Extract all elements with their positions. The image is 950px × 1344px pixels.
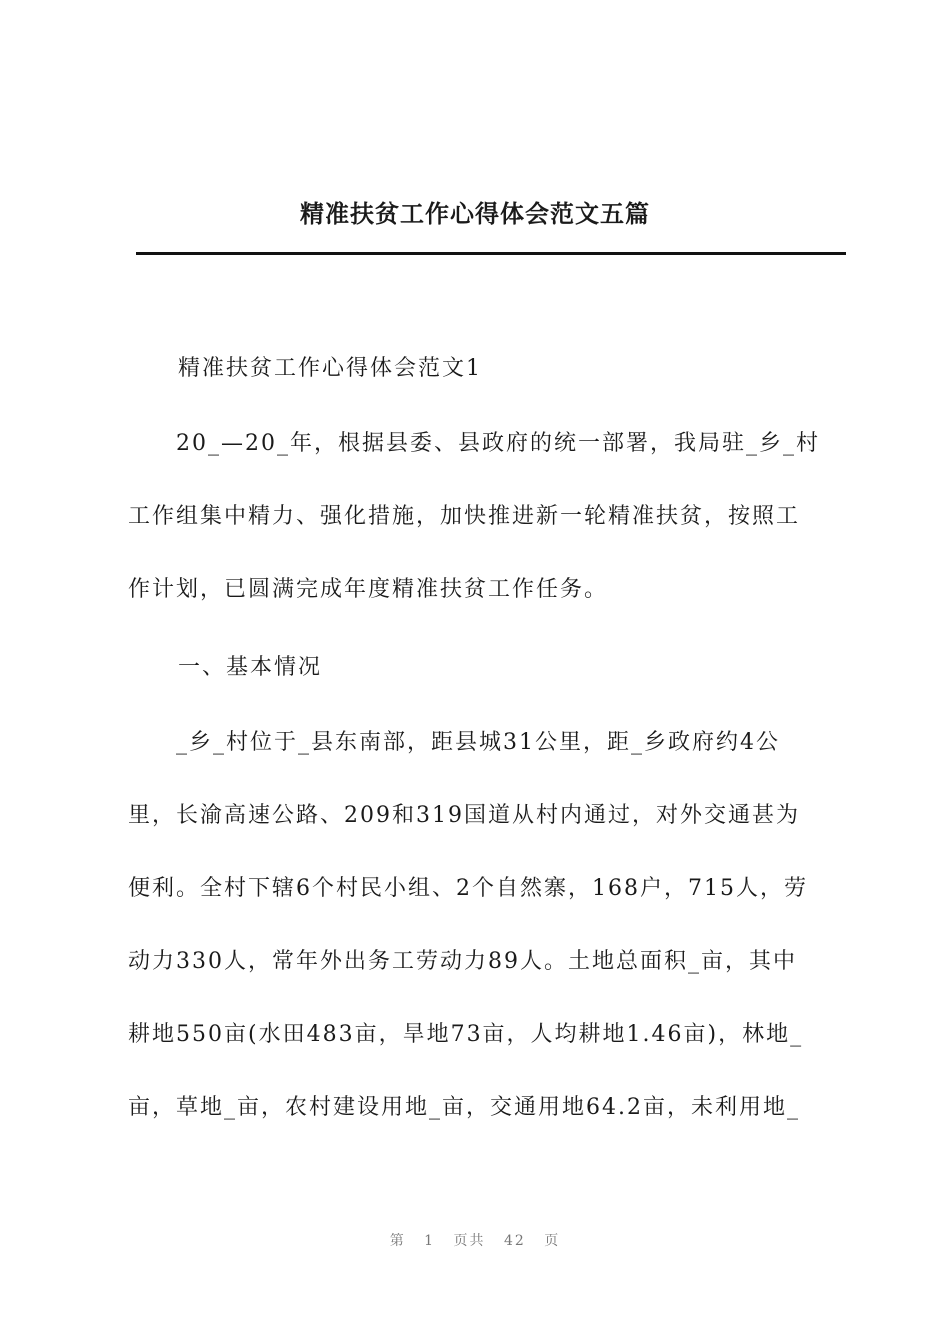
- document-title: 精准扶贫工作心得体会范文五篇: [300, 199, 650, 228]
- paragraph-1-line-3: 作计划，已圆满完成年度精准扶贫工作任务。: [128, 577, 609, 602]
- paragraph-2-line-4: 动力330人，常年外出务工劳动力89人。土地总面积_亩，其中: [128, 949, 797, 974]
- footer-suffix: 页: [544, 1233, 561, 1249]
- paragraph-1-line-1: 20_—20_年，根据县委、县政府的统一部署，我局驻_乡_村: [128, 431, 820, 456]
- paragraph-2-line-1: _乡_村位于_县东南部，距县城31公里，距_乡政府约4公: [128, 730, 780, 755]
- footer-prefix: 第: [389, 1233, 406, 1249]
- footer-page-number: 1: [424, 1233, 436, 1249]
- page-footer: [0, 1230, 950, 1250]
- paragraph-2-line-5: 耕地550亩(水田483亩，旱地73亩，人均耕地1.46亩)，林地_: [128, 1022, 804, 1047]
- footer-total-pages: 42: [504, 1233, 526, 1249]
- paragraph-2-line-2: 里，长渝高速公路、209和319国道从村内通过，对外交通甚为: [128, 803, 800, 828]
- subheading-basic-info: 一、基本情况: [178, 655, 323, 680]
- section-heading: 精准扶贫工作心得体会范文1: [178, 356, 482, 381]
- paragraph-2-line-6: 亩，草地_亩，农村建设用地_亩，交通用地64.2亩，未利用地_: [128, 1095, 800, 1120]
- title-underline: [136, 252, 846, 255]
- paragraph-2-line-3: 便利。全村下辖6个村民小组、2个自然寨，168户，715人，劳: [128, 876, 808, 901]
- footer-mid: 页共: [453, 1233, 486, 1249]
- paragraph-1-line-2: 工作组集中精力、强化措施，加快推进新一轮精准扶贫，按照工: [128, 504, 801, 529]
